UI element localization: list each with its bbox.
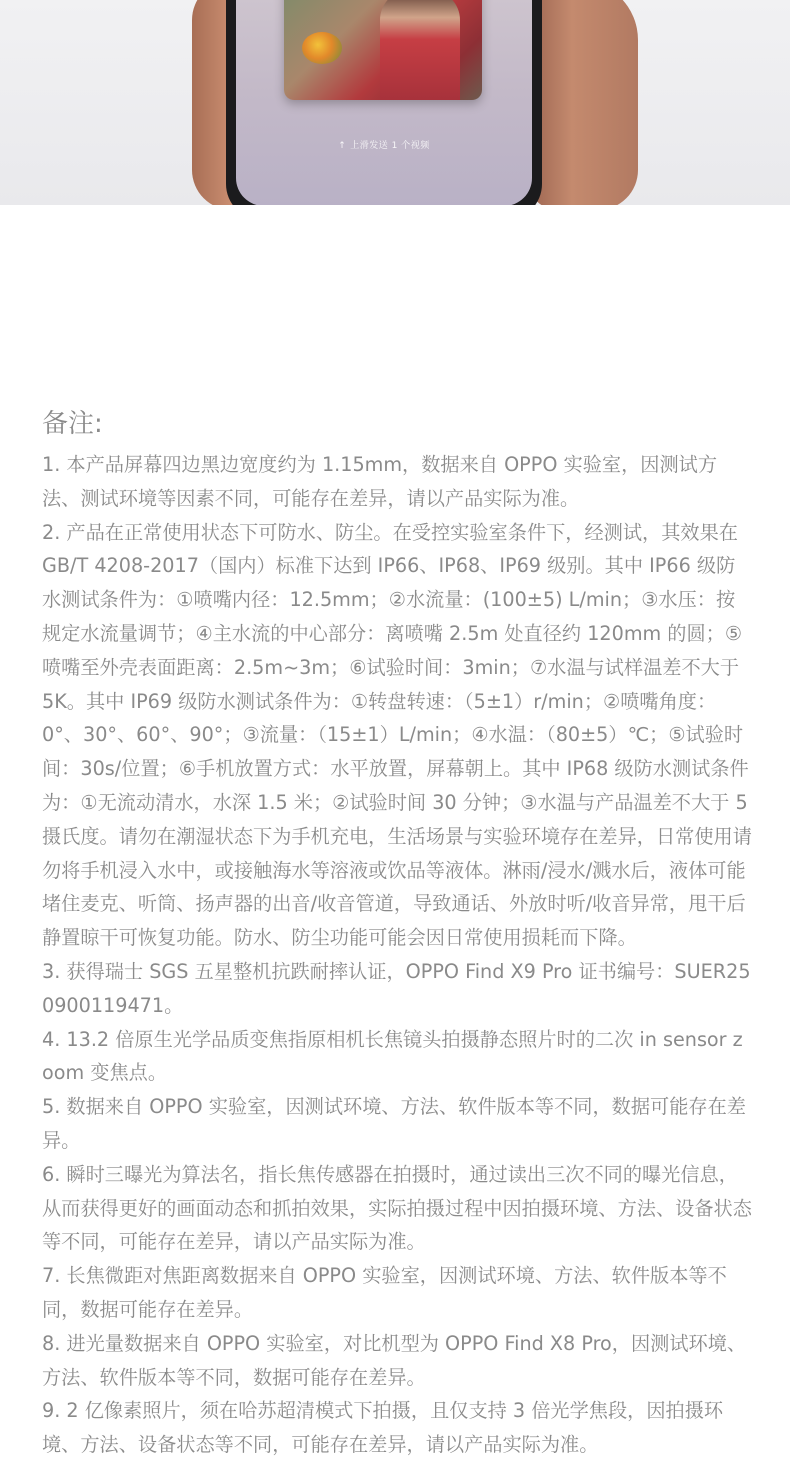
person-in-red-dress — [380, 0, 460, 100]
note-item-3: 3. 获得瑞士 SGS 五星整机抗跌耐摔认证，OPPO Find X9 Pro 证书编号：SUER250900119471。 — [42, 959, 751, 1017]
note-item-6: 6. 瞬时三曝光为算法名，指长焦传感器在拍摄时，通过读出三次不同的曝光信息，从而获得更好的画面动态和抓拍效果，实际拍摄过程中因拍摄环境、方法、设备状态等不同，可能存在差异，请以产品实际为准。 — [42, 1162, 752, 1254]
note-item-8: 8. 进光量数据来自 OPPO 实验室，对比机型为 OPPO Find X8 Pro，因测试环境、方法、软件版本等不同，数据可能存在差异。 — [42, 1331, 747, 1389]
swipe-hint-text: 上滑发送 1 个视频 — [350, 141, 430, 151]
note-item-4: 4. 13.2 倍原生光学品质变焦指原相机长焦镜头拍摄静态照片时的二次 in sensor zoom 变焦点。 — [42, 1027, 743, 1085]
swipe-up-hint — [236, 138, 532, 151]
notes-title: 备注: — [42, 409, 103, 439]
notes-section — [42, 404, 754, 1462]
flowers-bouquet — [302, 32, 342, 64]
note-item-2: 2. 产品在正常使用状态下可防水、防尘。在受控实验室条件下，经测试，其效果在 GB/T 4208-2017（国内）标准下达到 IP66、IP68、IP69 级别。其中 IP66 级防水测试条件为：①喷嘴内径：12.5mm；②水流量：(100±5) L/min；③水压：按规定水流量调节；④主水流的中心部分：离喷嘴 2.5m 处直径约 120mm 的圆；⑤喷嘴至外壳表面距离：2.5m~3m；⑥试验时间：3min；⑦水温与试样温差不大于 5K。其中 IP69 级防水测试条件为：①转盘转速：（5±1）r/min；②喷嘴角度：0°、30°、60°、90°；③流量：（15±1）L/min；④水温：（80±5）℃；⑤试验时间：30s/位置；⑥手机放置方式：水平放置，屏幕朝上。其中 IP68 级防水测试条件为：①无流动清水，水深 1.5 米；②试验时间 30 分钟；③水温与产品温差不大于 5 摄氏度。请勿在潮湿状态下为手机充电，生活场景与实验环境存在差异，日常使用请勿将手机浸入水中，或接触海水等溶液或饮品等液体。淋雨/浸水/溅水后，液体可能堵住麦克、听筒、扬声器的出音/收音管道，导致通话、外放时听/收音异常，甩干后静置晾干可恢复功能。防水、防尘功能可能会因日常使用损耗而下降。 — [42, 520, 752, 950]
right-hand — [528, 0, 638, 205]
note-item-1: 1. 本产品屏幕四边黑边宽度约为 1.15mm，数据来自 OPPO 实验室，因测试方法、测试环境等因素不同，可能存在差异，请以产品实际为准。 — [42, 453, 718, 510]
note-item-5: 5. 数据来自 OPPO 实验室，因测试环境、方法、软件版本等不同，数据可能存在差异。 — [42, 1095, 746, 1152]
photo-thumbnail — [284, 0, 482, 100]
phone-screen — [236, 0, 532, 205]
note-item-9: 9. 2 亿像素照片，须在哈苏超清模式下拍摄，且仅支持 3 倍光学焦段，因拍摄环境、方法、设备状态等不同，可能存在差异，请以产品实际为准。 — [42, 1399, 724, 1457]
note-item-7: 7. 长焦微距对焦距离数据来自 OPPO 实验室，因测试环境、方法、软件版本等不同，数据可能存在差异。 — [42, 1264, 727, 1321]
arrow-up-icon: ↑ — [338, 141, 347, 151]
hero-image — [0, 0, 790, 205]
